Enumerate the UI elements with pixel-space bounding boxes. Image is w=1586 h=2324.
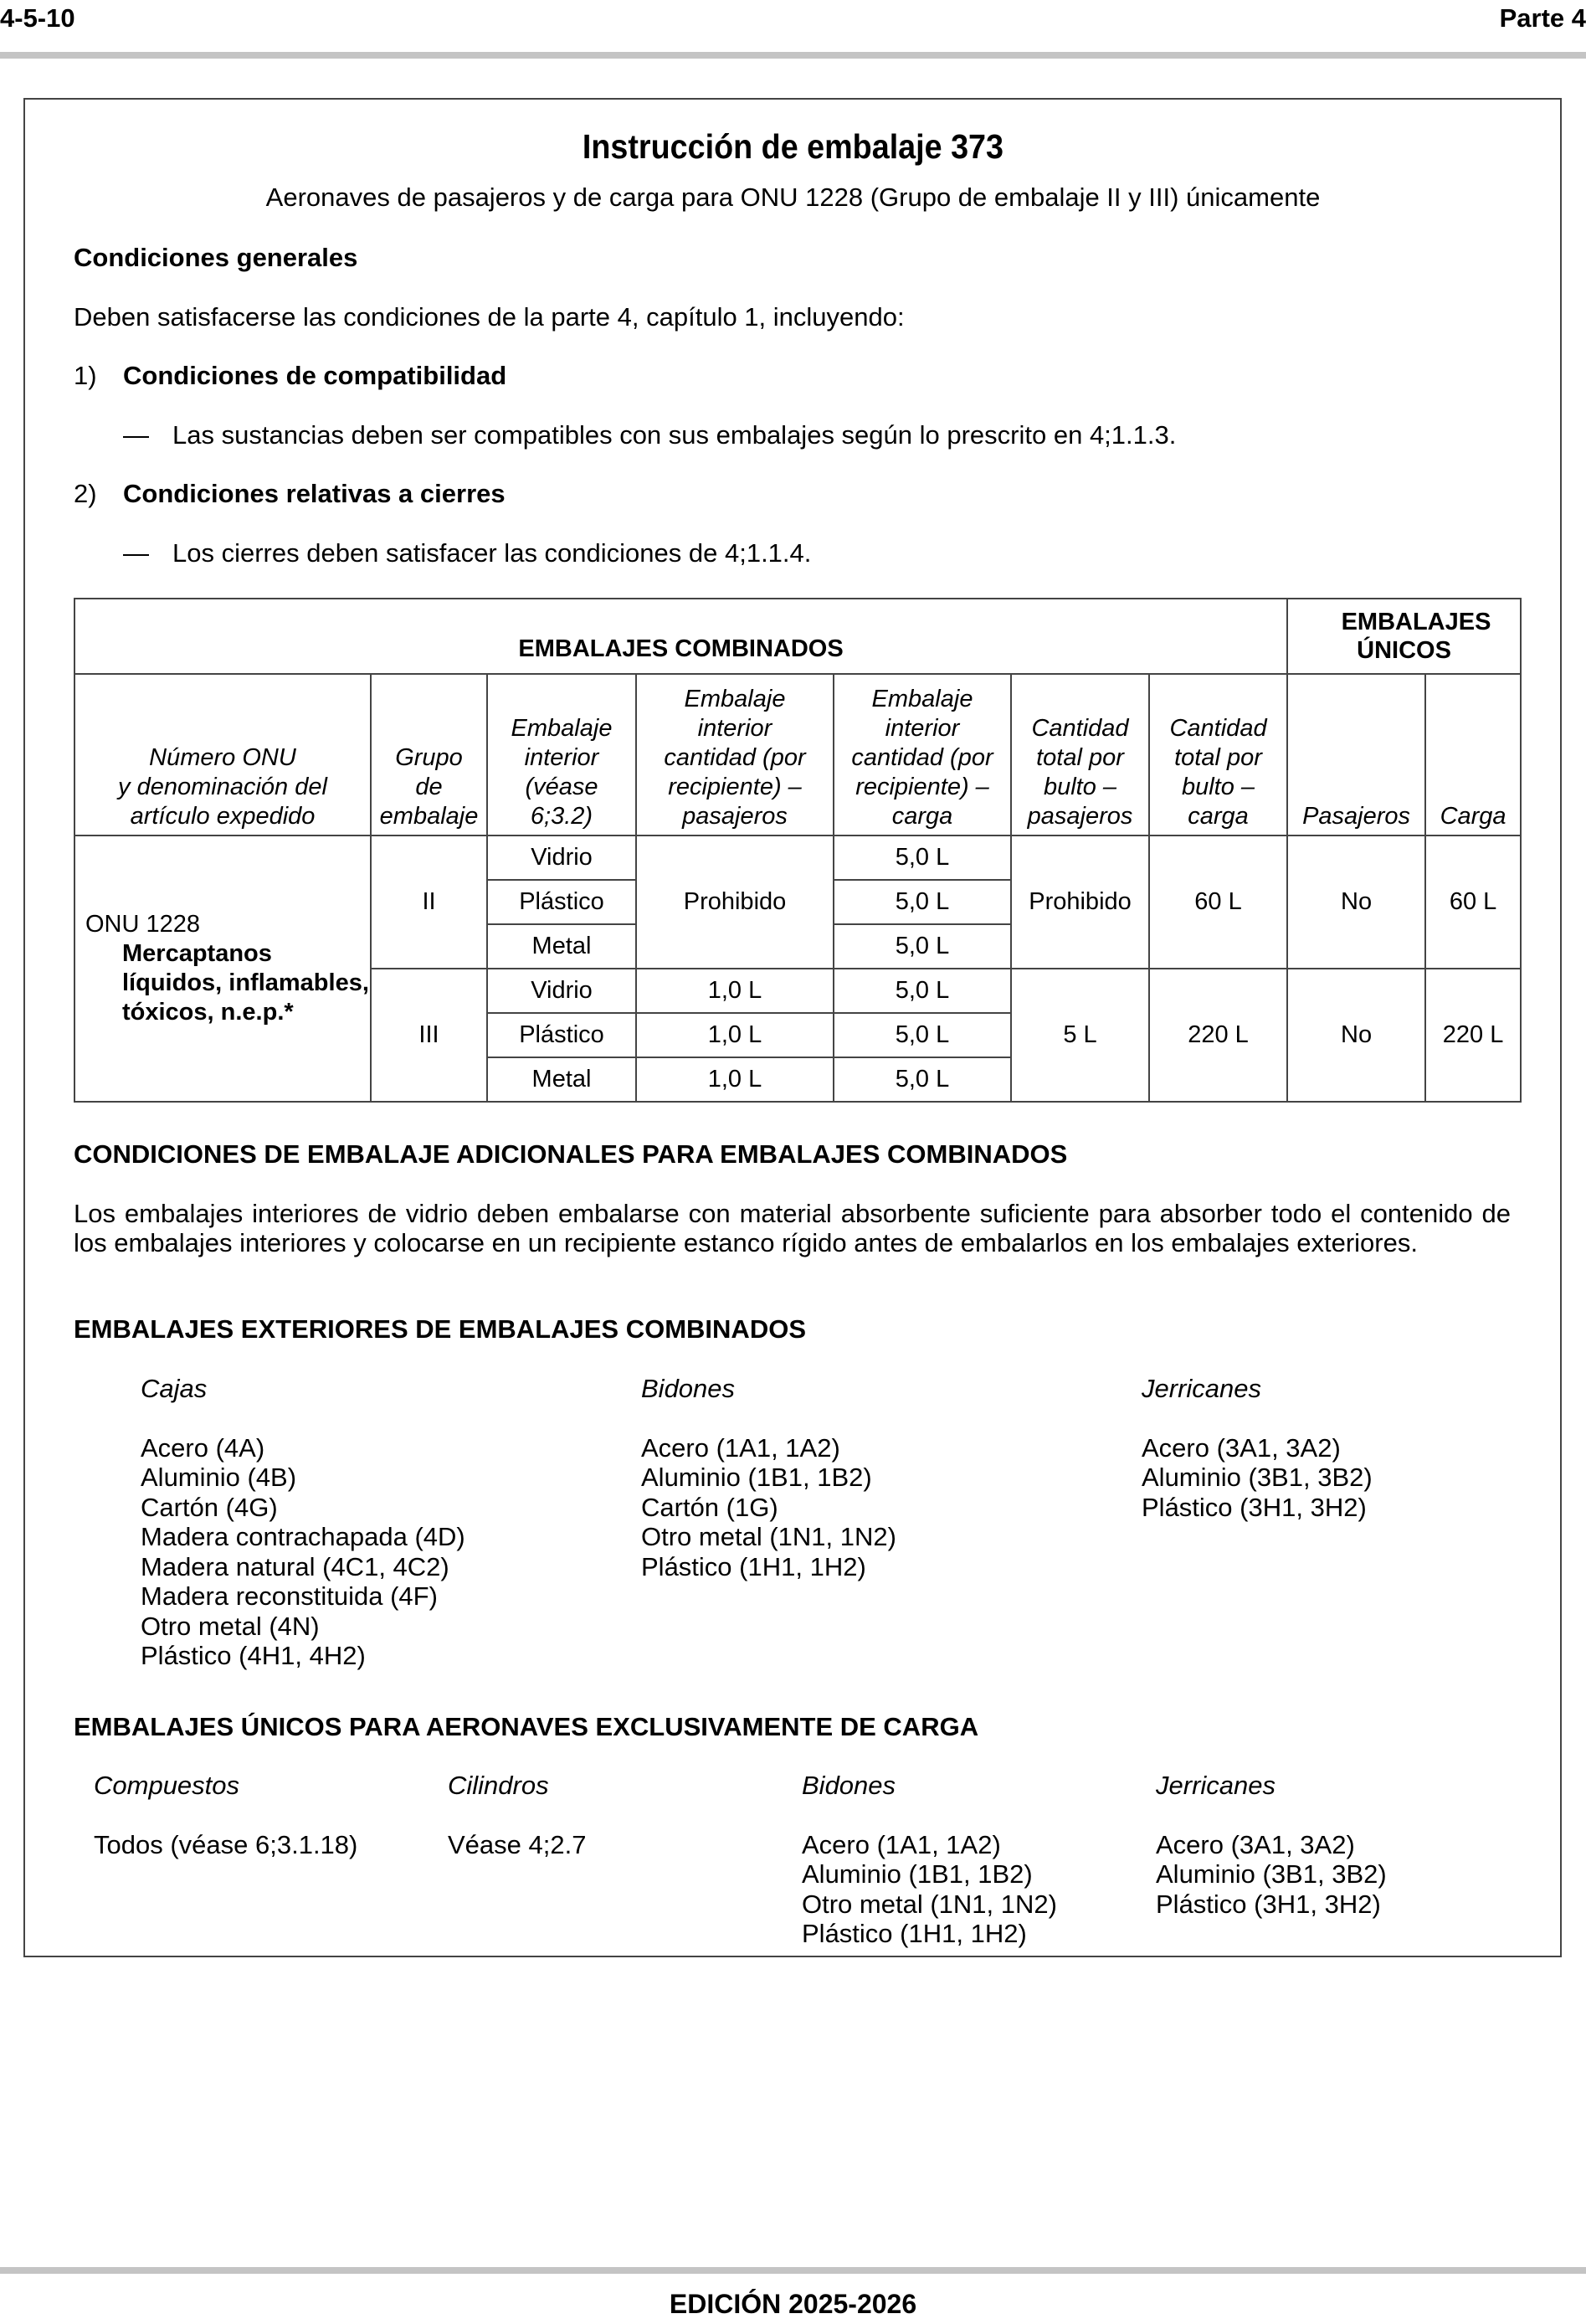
total-pax-ii: Prohibido [1011,836,1149,969]
header-rule [0,52,1586,59]
list-item: Aluminio (4B) [141,1463,297,1492]
list-item: Acero (4A) [141,1432,265,1463]
header-line: Embalaje [684,686,786,712]
condition-title: Condiciones relativas a cierres [123,479,506,508]
outer-column-drums [641,1374,896,1581]
header-line: bulto – [1181,774,1255,800]
header-line: Cantidad [1169,715,1267,742]
header-line: artículo expedido [130,803,316,830]
inner-type: Plástico [487,1013,636,1057]
outer-column-boxes [141,1374,465,1671]
list-item: Madera reconstituida (4F) [141,1581,438,1611]
inner-cargo: 5,0 L [834,880,1011,924]
column-title: Cilindros [448,1771,549,1800]
single-column-cylinders [448,1771,586,1859]
header-line: 6;3.2) [530,803,593,830]
list-item: Madera contrachapada (4D) [141,1522,465,1551]
instruction-subtitle: Aeronaves de pasajeros y de carga para ONU 1228 (Grupo de embalaje II y III) únicamente [265,183,1321,212]
header-line: interior [697,715,772,742]
list-item: Cartón (4G) [141,1492,278,1522]
inner-pax: 1,0 L [636,1057,834,1102]
inner-cargo: 5,0 L [834,836,1011,880]
packing-table [74,598,1522,1103]
header-single-passenger: Pasajeros [1287,674,1425,836]
list-item: Plástico (4H1, 4H2) [141,1641,366,1670]
condition-dash: — [123,420,149,450]
condition-text: Las sustancias deben ser compatibles con sus embalajes según lo prescrito en 4;1.1.3. [172,420,1177,450]
column-title: Jerricanes [1142,1374,1261,1403]
additional-text: Los embalajes interiores de vidrio deben embalarse con material absorbente suficiente para absorber todo el contenido de los embalajes interiores y colocarse en un recipiente estanco rígido antes de embalarlos en los embalajes exteriores. [74,1199,1511,1257]
list-item: Plástico (3H1, 3H2) [1156,1889,1381,1919]
header-line: interior [524,744,599,771]
instruction-title-wrap [0,127,1586,167]
column-title: Jerricanes [1156,1771,1275,1800]
inner-type: Metal [487,1057,636,1102]
inner-cargo: 5,0 L [834,969,1011,1013]
list-item: Aluminio (3B1, 3B2) [1142,1463,1373,1492]
header-total-cargo [1149,674,1287,836]
header-line: carga [1188,803,1249,830]
packing-group-ii: II [371,836,487,969]
list-item: Otro metal (1N1, 1N2) [802,1889,1057,1919]
condition-dash: — [123,538,149,568]
page-number: 4-5-10 [0,3,75,33]
inner-cargo: 5,0 L [834,924,1011,969]
list-item: Aluminio (1B1, 1B2) [802,1859,1033,1889]
inner-pax: 1,0 L [636,1013,834,1057]
header-line: Embalaje [871,686,973,712]
header-single-cargo: Carga [1425,674,1521,836]
combined-group-header: EMBALAJES COMBINADOS [74,599,1287,674]
total-cargo-ii: 60 L [1149,836,1287,969]
footer-rule [0,2267,1586,2274]
column-title: Bidones [641,1374,736,1403]
list-item: Véase 4;2.7 [448,1829,587,1859]
header-line: pasajeros [682,803,788,830]
header-line: total por [1036,744,1124,771]
un-name-line: tóxicos, n.e.p.* [122,999,294,1026]
header-line: Embalaje [511,715,613,742]
header-un-number [74,674,371,836]
inner-type: Plástico [487,880,636,924]
list-item: Plástico (3H1, 3H2) [1142,1492,1367,1522]
header-line: pasajeros [1027,803,1133,830]
list-item: Acero (1A1, 1A2) [641,1432,840,1463]
list-item: Todos (véase 6;3.1.18) [94,1829,358,1859]
total-cargo-iii: 220 L [1149,969,1287,1102]
list-item: Cartón (1G) [641,1492,778,1522]
header-line: Número ONU [149,744,296,771]
instruction-title: Instrucción de embalaje 373 [582,127,1004,166]
outer-heading: EMBALAJES EXTERIORES DE EMBALAJES COMBINADOS [74,1314,806,1344]
header-line: de [415,774,443,800]
header-line: cantidad (por [664,744,806,771]
single-column-composites [94,1771,357,1859]
outer-column-jerricans [1142,1374,1373,1522]
column-title: Bidones [802,1771,896,1800]
single-cargo-iii: 220 L [1425,969,1521,1102]
inner-cargo: 5,0 L [834,1057,1011,1102]
un-name-line: líquidos, inflamables, [122,969,369,996]
header-line: recipiente) – [668,774,802,800]
general-heading: Condiciones generales [74,243,358,272]
edition-footer: EDICIÓN 2025-2026 [669,2289,917,2319]
header-line: cantidad (por [851,744,993,771]
packing-group-iii: III [371,969,487,1102]
condition-title: Condiciones de compatibilidad [123,361,507,390]
list-item: Aluminio (1B1, 1B2) [641,1463,872,1492]
condition-number: 1) [74,361,97,390]
header-line: bulto – [1043,774,1117,800]
list-item: Otro metal (4N) [141,1611,320,1641]
single-column-jerricans [1156,1771,1387,1919]
header-total-passenger [1011,674,1149,836]
list-item: Acero (3A1, 3A2) [1142,1432,1341,1463]
header-line: Cantidad [1031,715,1129,742]
un-designation-cell [74,836,371,1102]
header-line: embalaje [379,803,479,830]
header-line: interior [885,715,960,742]
general-intro: Deben satisfacerse las condiciones de la parte 4, capítulo 1, incluyendo: [74,302,905,332]
inner-type: Vidrio [487,836,636,880]
header-line: (véase [525,774,598,800]
header-packing-group [371,674,487,836]
header-line: Grupo [395,744,463,771]
total-pax-iii: 5 L [1011,969,1149,1102]
list-item: Otro metal (1N1, 1N2) [641,1522,896,1551]
single-pax-iii: No [1287,969,1425,1102]
header-inner-qty-passenger [636,674,834,836]
list-item: Plástico (1H1, 1H2) [802,1919,1027,1948]
header-inner-packaging [487,674,636,836]
inner-cargo: 5,0 L [834,1013,1011,1057]
header-inner-qty-cargo [834,674,1011,836]
condition-number: 2) [74,479,97,508]
single-heading: EMBALAJES ÚNICOS PARA AERONAVES EXCLUSIVAMENTE DE CARGA [74,1712,979,1741]
list-item: Madera natural (4C1, 4C2) [141,1551,449,1581]
single-group-header [1287,599,1521,674]
list-item: Acero (1A1, 1A2) [802,1829,1001,1859]
header-line: total por [1174,744,1262,771]
un-number: ONU 1228 [85,911,201,938]
condition-text: Los cierres deben satisfacer las condiciones de 4;1.1.4. [172,538,812,568]
single-group-header-text: EMBALAJES ÚNICOS [1341,609,1491,664]
column-title: Compuestos [94,1771,240,1800]
inner-pax: 1,0 L [636,969,834,1013]
inner-type: Vidrio [487,969,636,1013]
additional-heading: CONDICIONES DE EMBALAJE ADICIONALES PARA EMBALAJES COMBINADOS [74,1139,1068,1169]
single-pax-ii: No [1287,836,1425,969]
header-line: y denominación del [118,774,327,800]
inner-type: Metal [487,924,636,969]
single-cargo-ii: 60 L [1425,836,1521,969]
list-item: Aluminio (3B1, 3B2) [1156,1859,1387,1889]
list-item: Acero (3A1, 3A2) [1156,1829,1355,1859]
un-name-line: Mercaptanos [122,940,272,967]
single-column-drums [802,1771,1057,1949]
list-item: Plástico (1H1, 1H2) [641,1551,866,1581]
header-line: recipiente) – [855,774,989,800]
part-label: Parte 4 [1499,3,1586,33]
column-title: Cajas [141,1374,208,1403]
header-line: carga [891,803,953,830]
inner-pax-ii: Prohibido [636,836,834,969]
page-header [0,3,1586,47]
